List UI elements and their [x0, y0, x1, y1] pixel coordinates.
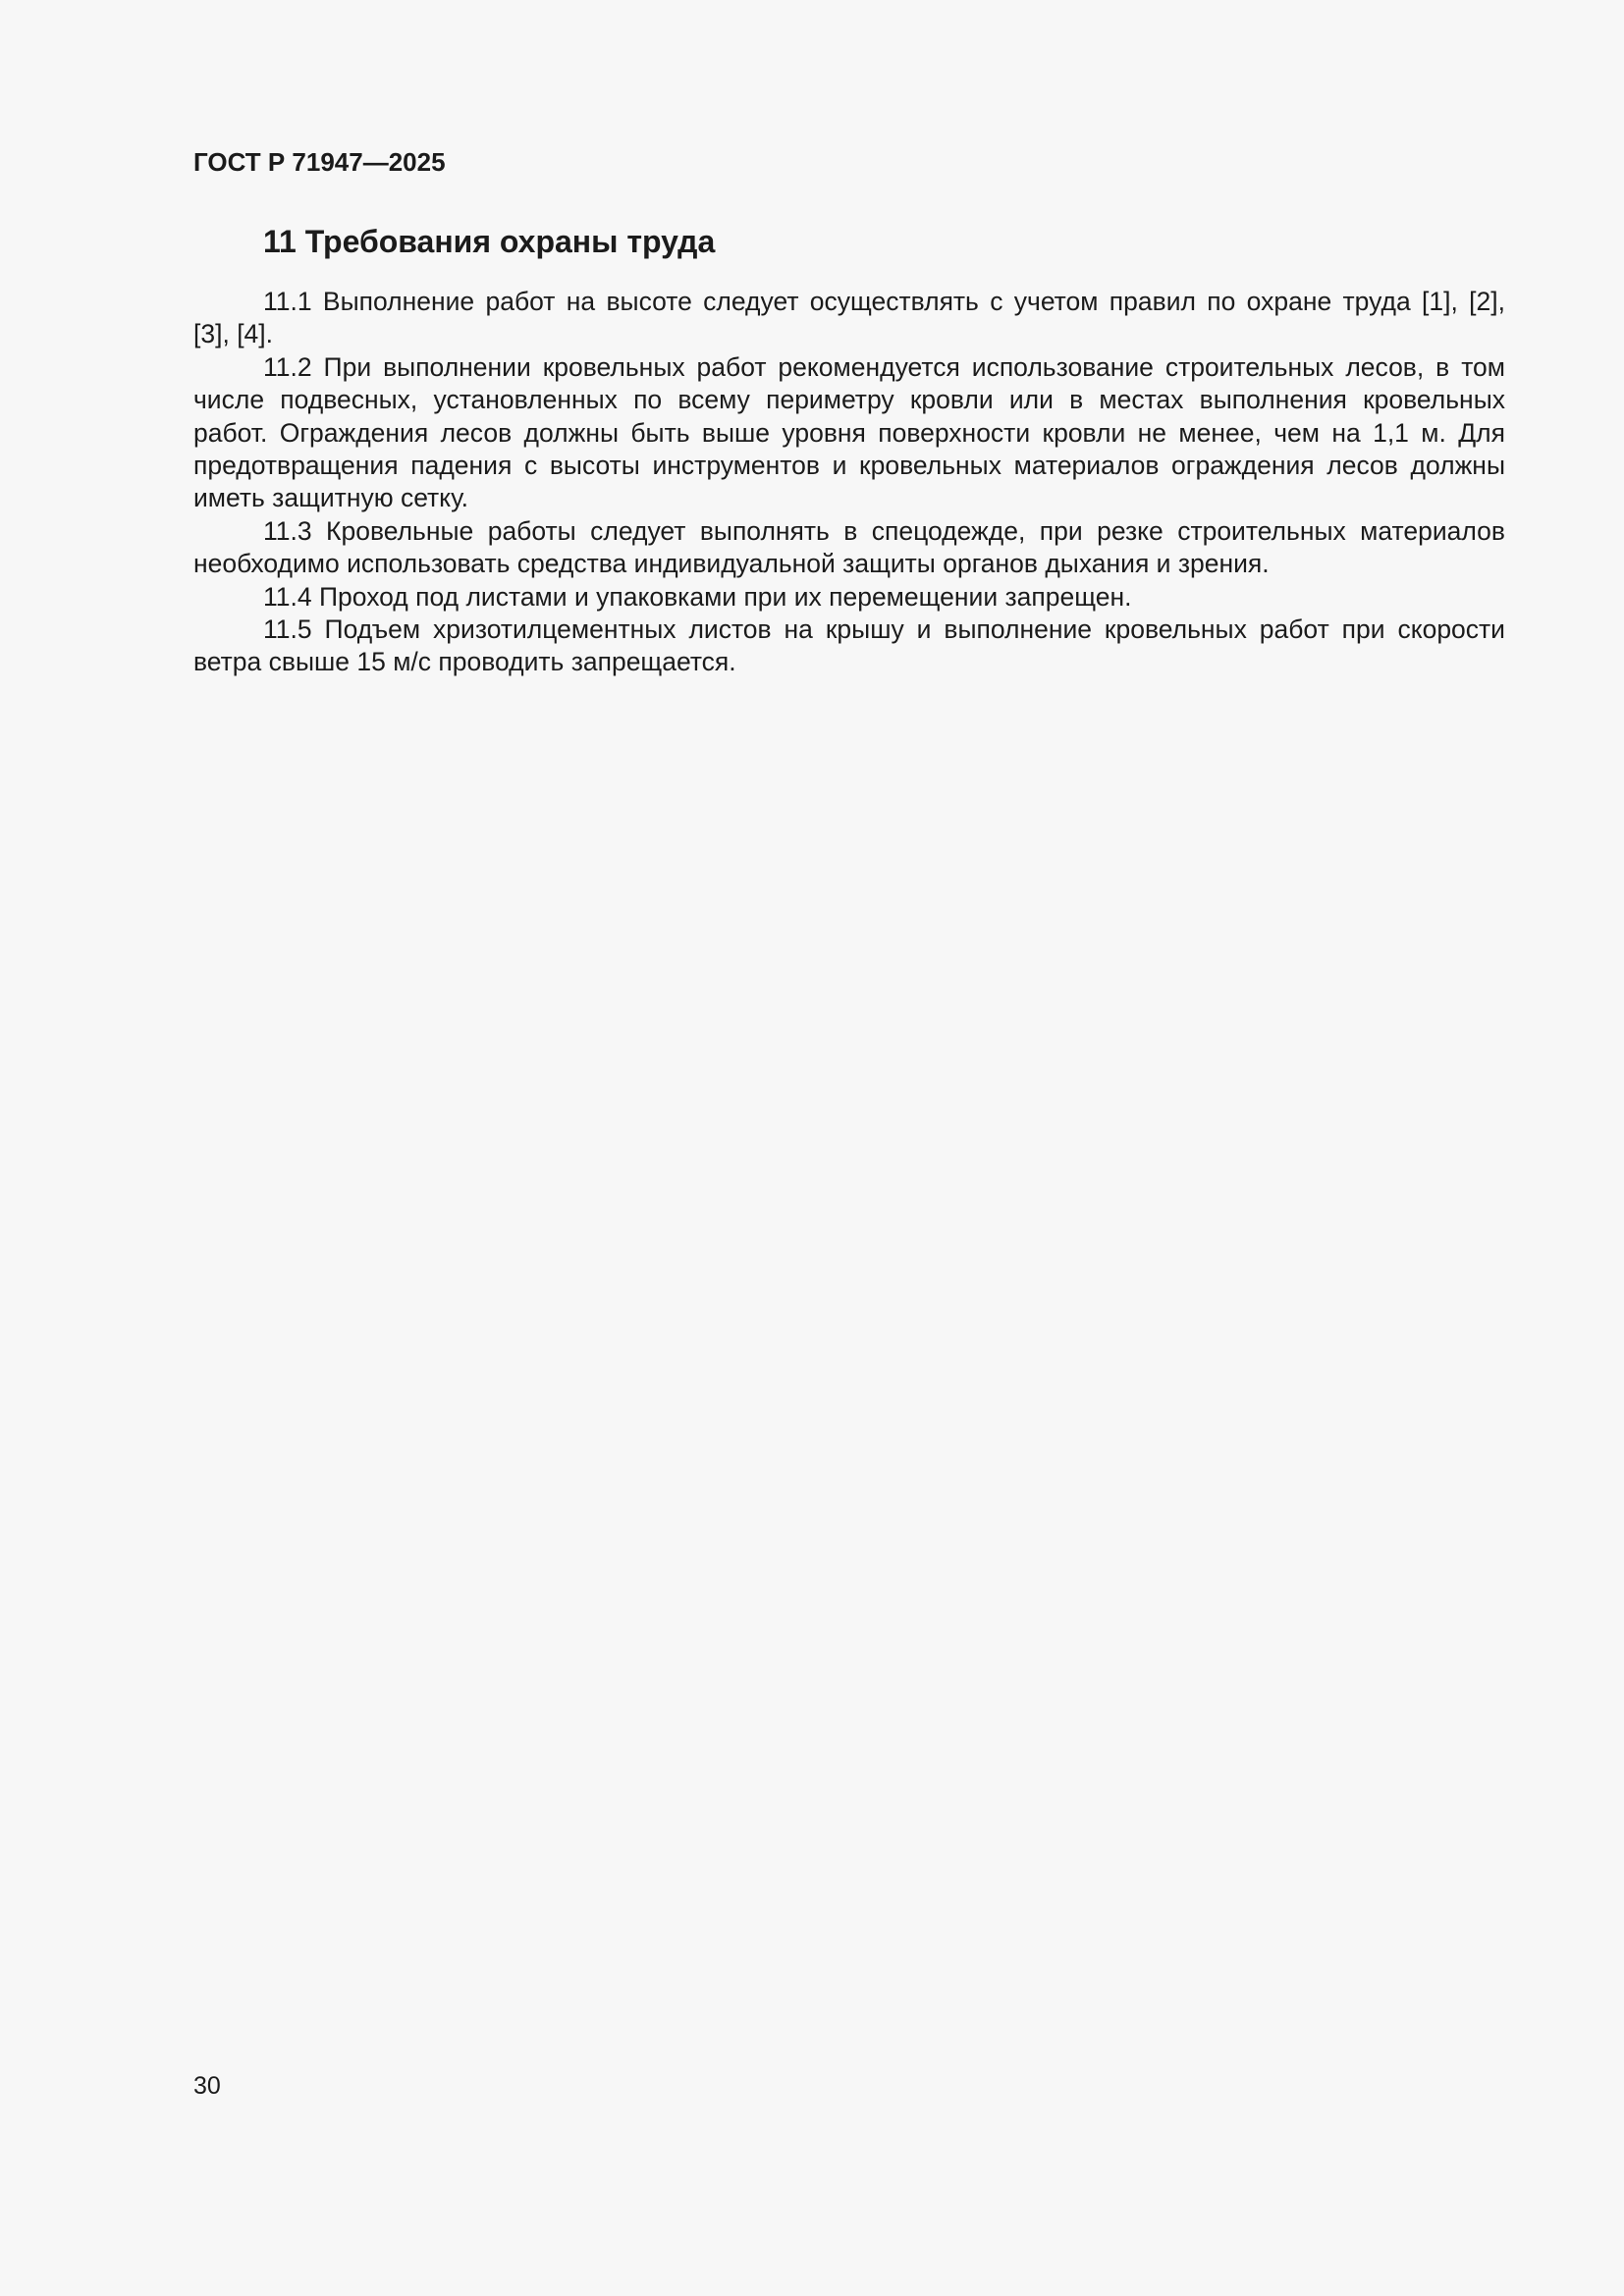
paragraph: [193, 581, 1505, 614]
page-number: 30: [193, 2072, 221, 2100]
text-line: 11.1 Выполнение работ на высоте следует осуществлять с учетом правил по охране труда [1], [2],: [263, 287, 1505, 316]
paragraph: [193, 614, 1505, 679]
text-line: работ. Ограждения лесов должны быть выше уровня поверхности кровли не менее, чем на 1,1 м. Для: [193, 417, 1505, 448]
text-line: 11.3 Кровельные работы следует выполнять в спецодежде, при резке строительных материалов: [263, 515, 1505, 546]
text-line: [3], [4].: [193, 319, 274, 349]
text-line: 11.2 При выполнении кровельных работ рекомендуется использование строительных лесов, в том: [263, 351, 1505, 382]
paragraph: [193, 286, 1505, 351]
text-line: иметь защитную сетку.: [193, 483, 469, 513]
text-line: числе подвесных, установленных по всему периметру кровли или в местах выполнения кровельных: [193, 385, 1505, 415]
text-line: ветра свыше 15 м/с проводить запрещается.: [193, 647, 736, 677]
text-line: предотвращения падения с высоты инструментов и кровельных материалов ограждения лесов должны: [193, 451, 1505, 481]
paragraph: [193, 515, 1505, 581]
text-line: необходимо использовать средства индивидуальной защиты органов дыхания и зрения.: [193, 549, 1270, 579]
text-line: 11.4 Проход под листами и упаковками при их перемещении запрещен.: [263, 581, 1132, 612]
text-line: 11.5 Подъем хризотилцементных листов на крышу и выполнение кровельных работ при скорости: [263, 614, 1505, 645]
document-code-header: ГОСТ Р 71947—2025: [193, 147, 446, 177]
section-body: [193, 286, 1505, 679]
paragraph: [193, 351, 1505, 515]
section-title: 11 Требования охраны труда: [263, 224, 716, 259]
